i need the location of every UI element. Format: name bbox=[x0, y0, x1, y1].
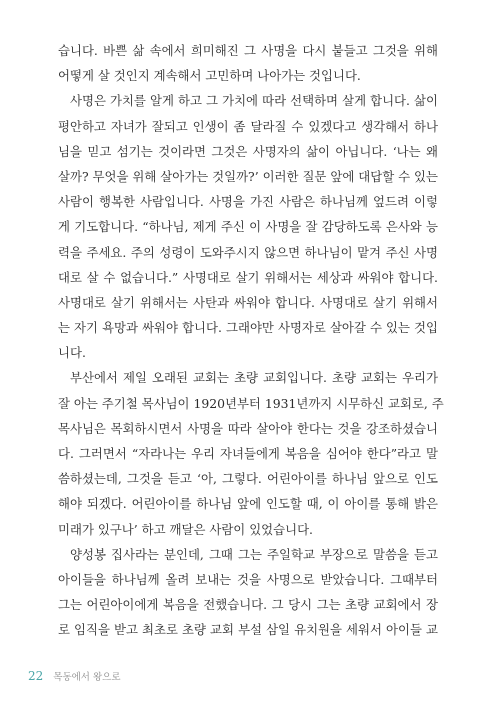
text-line: 사람이 행복한 사람입니다. 사명을 가진 사람은 하나님께 엎드려 이렇 bbox=[58, 194, 438, 210]
text-line: 부산에서 제일 오래된 교회는 초량 교회입니다. 초량 교회는 우리가 bbox=[70, 370, 438, 386]
text-line: 씀하셨는데, 그것을 듣고 ‘아, 그렇다. 어린아이를 하나님 앞으로 인도 bbox=[58, 471, 438, 487]
text-line: 는 자기 욕망과 싸워야 합니다. 그래야만 사명자로 살아갈 수 있는 것입 bbox=[58, 320, 438, 336]
text-line: 아이들을 하나님께 올려 보내는 것을 사명으로 받았습니다. 그때부터 bbox=[58, 571, 438, 587]
text-line: 대로 살 수 없습니다.” 사명대로 살기 위해서는 세상과 싸워야 합니다. bbox=[58, 269, 438, 285]
text-line: 목사님은 목회하시면서 사명을 따라 살아야 한다는 것을 강조하셨습니 bbox=[58, 420, 438, 436]
page-footer bbox=[28, 668, 121, 684]
text-line: 미래가 있구나’ 하고 깨달은 사람이 있었습니다. bbox=[58, 521, 313, 537]
body-text bbox=[58, 38, 444, 643]
text-line: 사명은 가치를 알게 하고 그 가치에 따라 선택하며 살게 합니다. 삶이 bbox=[70, 93, 438, 109]
text-line: 력을 주세요. 주의 성령이 도와주시지 않으면 하나님이 맡겨 주신 사명 bbox=[58, 244, 438, 260]
text-line: 해야 되겠다. 어린아이를 하나님 앞에 인도할 때, 이 아이를 통해 밝은 bbox=[58, 496, 438, 512]
text-line: 평안하고 자녀가 잘되고 인생이 좀 달라질 수 있겠다고 생각해서 하나 bbox=[58, 118, 438, 134]
text-line: 니다. bbox=[58, 345, 86, 361]
text-line: 살까? 무엇을 위해 살아가는 것일까?’ 이러한 질문 앞에 대답할 수 있는 bbox=[58, 168, 438, 184]
text-line: 사명대로 살기 위해서는 사탄과 싸워야 합니다. 사명대로 살기 위해서 bbox=[58, 294, 438, 310]
text-line: 어떻게 살 것인지 계속해서 고민하며 나아가는 것입니다. bbox=[58, 68, 361, 84]
text-line: 양성봉 집사라는 분인데, 그때 그는 주일학교 부장으로 말씀을 듣고 bbox=[70, 546, 438, 562]
text-line: 님을 믿고 섬기는 것이라면 그것은 사명자의 삶이 아닙니다. ‘나는 왜 bbox=[58, 143, 438, 159]
text-line: 그는 어린아이에게 복음을 전했습니다. 그 당시 그는 초량 교회에서 장 bbox=[58, 597, 438, 613]
text-line: 게 기도합니다. “하나님, 제게 주신 이 사명을 잘 감당하도록 은사와 능 bbox=[58, 219, 438, 235]
page-number: 22 bbox=[28, 669, 44, 683]
text-line: 로 임직을 받고 최초로 초량 교회 부설 삼일 유치원을 세워서 아이들 교 bbox=[58, 622, 438, 638]
text-line: 다. 그러면서 “자라나는 우리 자녀들에게 복음을 심어야 한다”라고 말 bbox=[58, 446, 438, 461]
running-title: 목동에서 왕으로 bbox=[53, 672, 121, 683]
text-line: 잘 아는 주기철 목사님이 1920년부터 1931년까지 시무하신 교회로, 주 bbox=[58, 395, 444, 411]
text-line: 습니다. 바쁜 삶 속에서 희미해진 그 사명을 다시 붙들고 그것을 위해 bbox=[58, 43, 438, 58]
